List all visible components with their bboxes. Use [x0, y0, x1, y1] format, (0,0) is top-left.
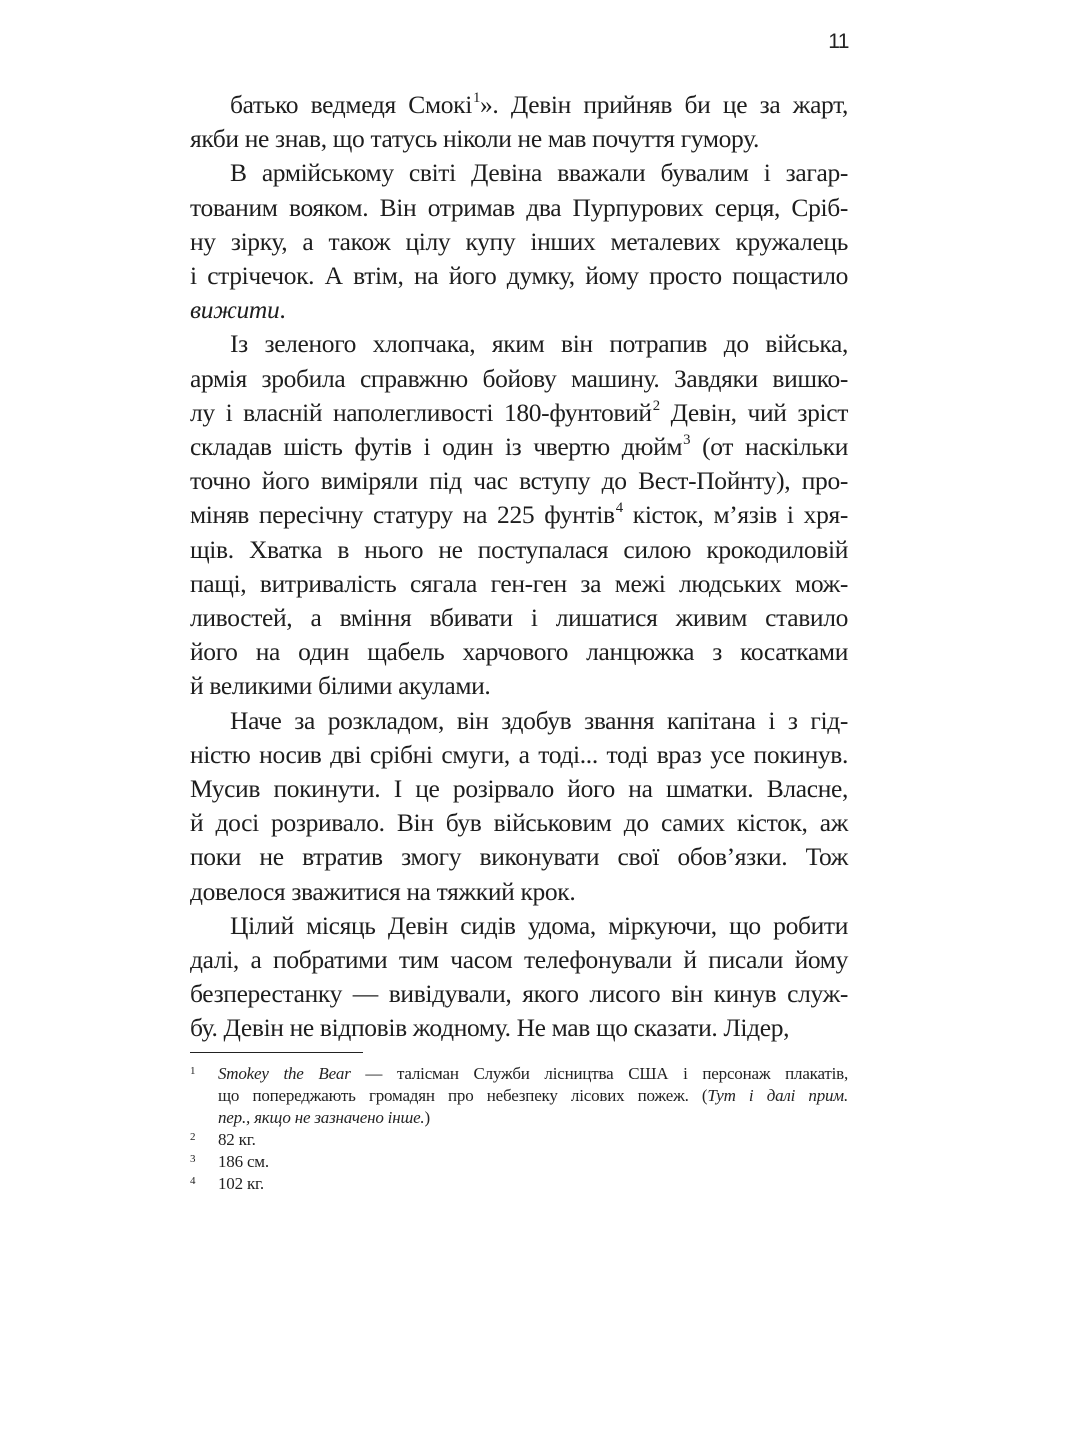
text-line: [190, 635, 848, 669]
text-run: що попереджають громадян про небезпеку лісових пожеж. (: [218, 1086, 708, 1105]
text-run: далі, а побратими тим часом телефонували й писали йому: [190, 945, 848, 975]
paragraph: [190, 704, 848, 909]
page-number: 11: [828, 30, 849, 53]
text-run: — талісман Служби лісництва США і персонаж плакатів,: [350, 1064, 849, 1083]
text-run: 186 см.: [218, 1152, 269, 1171]
footnote-marker: 1: [472, 89, 480, 106]
footnote-divider: [190, 1052, 363, 1053]
text-run: лу і власній наполегливості 180-фунтовий: [190, 397, 652, 427]
text-run: ністю носив дві срібні смуги, а тоді... тоді враз усе покинув.: [190, 739, 848, 769]
text-line: [190, 601, 848, 635]
text-line: [190, 909, 848, 943]
body-text: [190, 88, 848, 1046]
footnote-line: [218, 1173, 848, 1195]
text-run: пащі, витривалість сягала ген-ген за межі людських мож-: [190, 568, 848, 598]
footnote-item: [190, 1173, 848, 1195]
text-line: [190, 977, 848, 1011]
text-run: поки не втратив змогу виконувати свої обов’язки. Тож: [190, 842, 848, 872]
text-line: [190, 464, 848, 498]
text-line: [190, 430, 848, 464]
text-line: [190, 875, 848, 909]
footnote-number: 3: [190, 1153, 196, 1165]
text-line: [190, 122, 848, 156]
paragraph: [190, 88, 848, 156]
footnotes: [190, 1063, 848, 1195]
footnote-line: [218, 1085, 848, 1107]
text-line: [190, 806, 848, 840]
italic-run: вижити: [190, 295, 280, 325]
text-line: [190, 362, 848, 396]
paragraph: [190, 156, 848, 327]
footnote-line: [218, 1107, 848, 1129]
text-run: батько ведмедя Смокі: [230, 90, 472, 119]
text-line: [190, 840, 848, 874]
text-run: ну зірку, а також цілу купу інших металевих кружалець: [190, 226, 848, 256]
text-run: міняв пересічну статуру на 225 фунтів: [190, 500, 615, 530]
paragraph: [190, 909, 848, 1046]
text-line: [190, 225, 848, 259]
footnote-number: 4: [190, 1175, 196, 1187]
footnote-item: [190, 1129, 848, 1151]
footnote-item: [190, 1151, 848, 1173]
text-line: [190, 396, 848, 430]
text-run: якби не знав, що татусь ніколи не мав почуття гумору.: [190, 124, 759, 154]
text-run: (от наскільки: [690, 432, 848, 462]
footnote-marker: 3: [683, 431, 691, 448]
text-line: [190, 293, 848, 327]
text-run: В армійському світі Девіна вважали бувалим і загар-: [230, 158, 848, 188]
text-line: [190, 327, 848, 361]
paragraph: [190, 327, 848, 703]
footnote-marker: 4: [615, 500, 623, 517]
text-run: 102 кг.: [218, 1174, 264, 1193]
footnote-number: 2: [190, 1131, 196, 1143]
text-run: його на один щабель харчового ланцюжка з косатками: [190, 637, 848, 667]
italic-run: Тут і далі прим.: [707, 1086, 848, 1105]
text-line: [190, 259, 848, 293]
text-line: [190, 704, 848, 738]
footnote-number: 1: [190, 1065, 196, 1077]
text-run: Мусив покинути. І це розірвало його на шматки. Власне,: [190, 774, 848, 804]
text-run: кісток, м’язів і хря-: [622, 500, 848, 530]
text-run: .: [279, 295, 286, 325]
text-run: Наче за розкладом, він здобув звання капітана і з гід-: [230, 705, 848, 735]
text-line: [190, 669, 848, 703]
text-run: армія зробила справжню бойову машину. Завдяки вишко-: [190, 363, 848, 393]
text-run: тованим вояком. Він отримав два Пурпурових серця, Сріб-: [190, 192, 848, 222]
text-run: Із зеленого хлопчака, яким він потрапив до війська,: [230, 329, 848, 359]
text-line: [190, 498, 848, 532]
text-line: [190, 567, 848, 601]
text-line: [190, 772, 848, 806]
italic-run: Smokey the Bear: [218, 1064, 351, 1083]
footnote-item: [190, 1063, 848, 1129]
text-run: й великими білими акулами.: [190, 671, 491, 701]
text-run: ливостей, а вміння вбивати і лишатися живим ставило: [190, 603, 848, 633]
footnote-marker: 2: [652, 397, 660, 414]
text-run: і стрічечок. А втім, на його думку, йому просто пощастило: [190, 261, 848, 291]
text-line: [190, 191, 848, 225]
text-line: [190, 943, 848, 977]
text-run: безперестанку — вивідували, якого лисого він кинув служ-: [190, 979, 848, 1009]
text-run: бу. Девін не відповів жодному. Не мав що сказати. Лідер,: [190, 1013, 790, 1043]
text-line: [190, 533, 848, 567]
footnote-line: [218, 1129, 848, 1151]
text-run: Девін, чий зріст: [659, 397, 848, 427]
text-run: складав шість футів і один із чвертю дюйм: [190, 432, 683, 462]
text-run: щів. Хватка в нього не поступалася силою крокодиловій: [190, 534, 848, 564]
text-line: [190, 88, 848, 122]
text-line: [190, 738, 848, 772]
text-line: [190, 156, 848, 190]
text-run: точно його виміряли під час вступу до Вест-Пойнту), про-: [190, 466, 848, 496]
text-run: ». Девін прийняв би це за жарт,: [479, 90, 848, 119]
footnote-line: [218, 1063, 848, 1085]
text-run: 82 кг.: [218, 1130, 256, 1149]
text-line: [190, 1011, 848, 1045]
text-run: довелося зважитися на тяжкий крок.: [190, 876, 576, 906]
text-run: й досі розривало. Він був військовим до самих кісток, аж: [190, 808, 848, 838]
text-run: ): [424, 1108, 430, 1127]
italic-run: пер., якщо не зазначено інше.: [218, 1108, 425, 1127]
text-run: Цілий місяць Девін сидів удома, міркуючи, що робити: [230, 910, 848, 940]
footnote-line: [218, 1151, 848, 1173]
